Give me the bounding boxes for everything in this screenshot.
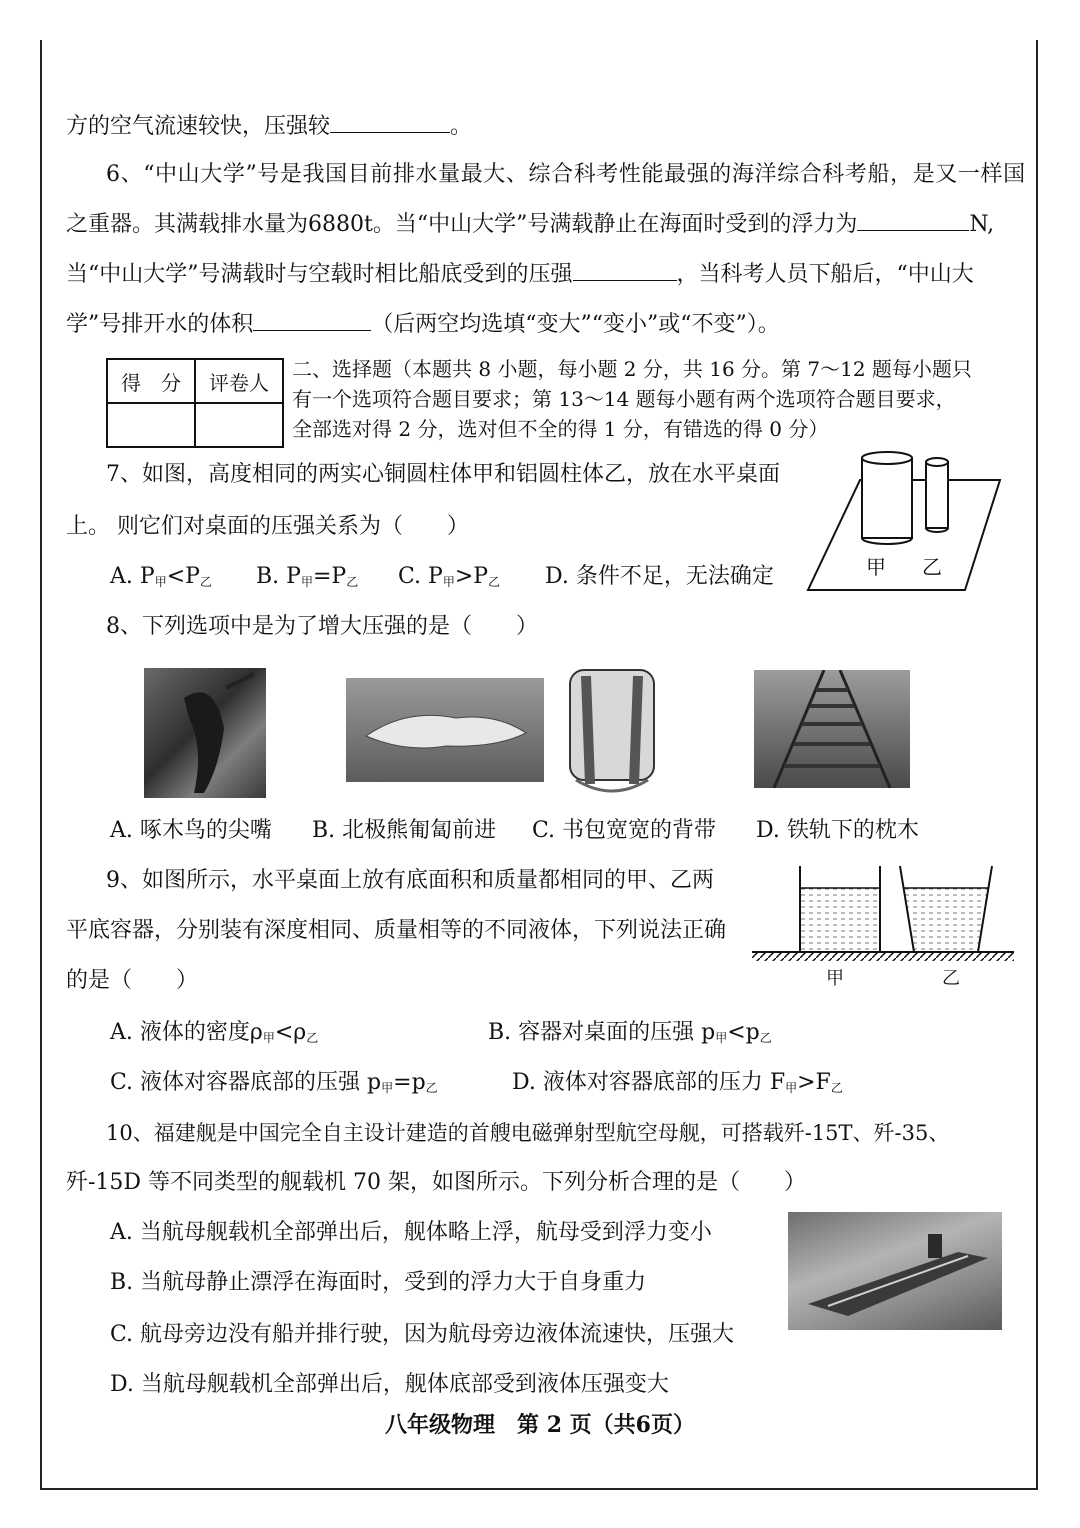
q7-b-sub1: 甲 (300, 575, 313, 589)
q6-blank-pressure[interactable] (573, 258, 677, 281)
q7-option-b[interactable] (256, 562, 358, 597)
cylinder-yi (926, 458, 948, 532)
score-header: 得 分 (107, 359, 195, 403)
q7-b-rel: =P (312, 564, 347, 589)
q7-line-1: 7、如图，高度相同的两实心铜圆柱体甲和铝圆柱体乙，放在水平桌面 (106, 462, 780, 487)
q7-c-rel: >P (454, 564, 489, 589)
q10-option-a[interactable]: A. 当航母舰载机全部弹出后，舰体略上浮，航母受到浮力变小 (110, 1220, 712, 1245)
q7-option-d[interactable]: D. 条件不足，无法确定 (545, 564, 774, 589)
woodpecker-photo (144, 668, 266, 798)
q9-option-b[interactable] (488, 1018, 772, 1053)
q9-option-d[interactable] (512, 1068, 843, 1103)
q9-c-sub1: 甲 (381, 1081, 394, 1095)
q9-line-2: 平底容器，分别装有深度相同、质量相等的不同液体，下列说法正确 (66, 918, 727, 943)
q8-option-d[interactable]: D. 铁轨下的枕木 (756, 818, 919, 843)
cylinder-jia (862, 452, 912, 544)
q10-line-1: 10、福建舰是中国完全自主设计建造的首艘电磁弹射型航空母舰，可搭载歼-15T、歼-35、 (106, 1121, 950, 1145)
q8-option-c[interactable]: C. 书包宽宽的背带 (532, 818, 717, 843)
q9-containers-figure (752, 862, 1018, 968)
q6-line-2 (66, 208, 994, 240)
grader-cell[interactable] (195, 403, 283, 447)
q9-line-3: 的是（ ） (66, 968, 199, 993)
q8-option-a[interactable]: A. 啄木鸟的尖嘴 (110, 818, 272, 843)
q9-line-1: 9、如图所示，水平桌面上放有底面积和质量都相同的甲、乙两 (106, 868, 714, 893)
q7-cylinders-figure (800, 450, 1010, 600)
section2-line-2: 有一个选项符合题目要求；第 13～14 题每小题有两个选项符合题目要求， (292, 387, 956, 411)
q7-b-sub2: 乙 (346, 575, 359, 589)
q5-tail-end: 。 (450, 114, 473, 139)
page-footer: 八年级物理 第 2 页（共6页） (385, 1412, 695, 1438)
q9-b-sub1: 甲 (715, 1031, 728, 1045)
q10-option-c[interactable]: C. 航母旁边没有船并排行驶，因为航母旁边液体流速快，压强大 (110, 1322, 735, 1347)
q9-d-sub2: 乙 (830, 1081, 843, 1095)
q5-blank[interactable] (330, 110, 450, 133)
q5-tail-text: 方的空气流速较快，压强较 (66, 114, 331, 139)
q8-option-b[interactable]: B. 北极熊匍匐前进 (312, 818, 497, 843)
aircraft-carrier-photo (788, 1212, 1002, 1330)
q10-option-d[interactable]: D. 当航母舰载机全部弹出后，舰体底部受到液体压强变大 (110, 1372, 669, 1397)
q9-b-text: B. 容器对桌面的压强 p (488, 1020, 716, 1045)
q7-a-rel: <P (166, 564, 200, 589)
q9-fig-label-yi: 乙 (942, 968, 960, 989)
polar-bear-photo (346, 678, 544, 782)
q6-line-2-text: 之重器。其满载排水量为6880t。当“中山大学”号满载静止在海面时受到的浮力为 (66, 212, 858, 237)
q6-line-4-text: 学”号排开水的体积 (66, 312, 254, 337)
q7-b-text: B. P (256, 564, 301, 589)
score-table (106, 358, 284, 448)
grader-header: 评卷人 (195, 359, 283, 403)
q9-fig-label-jia: 甲 (826, 968, 844, 989)
q6-line-4 (66, 308, 780, 340)
left-margin-line (40, 40, 42, 1490)
container-yi (900, 866, 992, 952)
q9-a-sub2: 乙 (306, 1031, 319, 1045)
q7-a-text: A. P (110, 564, 155, 589)
q9-c-sub2: 乙 (425, 1081, 438, 1095)
q8-stem: 8、下列选项中是为了增大压强的是（ ） (106, 614, 538, 639)
score-cell[interactable] (107, 403, 195, 447)
section2-line-3: 全部选对得 2 分，选对但不全的得 1 分，有错选的得 0 分） (292, 417, 829, 441)
q7-fig-label-yi: 乙 (922, 555, 942, 579)
right-margin-line (1036, 40, 1038, 1490)
q7-c-text: C. P (398, 564, 443, 589)
q9-b-rel: <p (727, 1020, 760, 1045)
container-jia (800, 866, 880, 952)
q9-d-rel: >F (797, 1070, 831, 1095)
q9-a-sub1: 甲 (262, 1031, 275, 1045)
q9-d-sub1: 甲 (785, 1081, 798, 1095)
q6-line-3-end: ，当科考人员下船后，“中山大 (676, 262, 974, 287)
q6-line-3-text: 当“中山大学”号满载时与空载时相比船底受到的压强 (66, 262, 573, 287)
q6-line-3 (66, 258, 974, 290)
q9-c-text: C. 液体对容器底部的压强 p (110, 1070, 382, 1095)
q7-line-2: 上。 则它们对桌面的压强关系为（ ） (66, 514, 469, 539)
q6-line-4-end: （后两空均选填“变大”“变小”或“不变”）。 (371, 312, 780, 337)
q9-a-rel: <ρ (274, 1020, 307, 1045)
q6-blank-volume[interactable] (253, 308, 371, 331)
q9-b-sub2: 乙 (759, 1031, 772, 1045)
q7-fig-label-jia: 甲 (866, 555, 886, 579)
q9-option-a[interactable] (110, 1018, 318, 1053)
q9-option-c[interactable] (110, 1068, 438, 1103)
bottom-margin-line (40, 1488, 1037, 1490)
q5-tail-line (66, 110, 472, 142)
q7-option-c[interactable] (398, 562, 500, 597)
q6-blank-buoyancy[interactable] (857, 208, 969, 231)
q6-line-1: 6、“中山大学”号是我国目前排水量最大、综合科考性能最强的海洋综合科考船，是又一样国 (106, 162, 1026, 187)
section2-line-1: 二、选择题（本题共 8 小题，每小题 2 分，共 16 分。第 7～12 题每小题只 (292, 357, 972, 381)
q7-c-sub1: 甲 (442, 575, 455, 589)
railway-sleepers-photo (754, 670, 910, 788)
q9-a-text: A. 液体的密度ρ (110, 1020, 263, 1045)
q6-unit: N, (969, 212, 995, 237)
backpack-photo (556, 656, 668, 802)
q9-c-rel: =p (393, 1070, 426, 1095)
q7-a-sub2: 乙 (199, 575, 212, 589)
q7-c-sub2: 乙 (488, 575, 501, 589)
q10-line-2: 歼-15D 等不同类型的舰载机 70 架，如图所示。下列分析合理的是（ ） (66, 1170, 807, 1195)
q9-d-text: D. 液体对容器底部的压力 F (512, 1070, 786, 1095)
q7-option-a[interactable] (110, 562, 212, 597)
q7-a-sub1: 甲 (154, 575, 167, 589)
q10-option-b[interactable]: B. 当航母静止漂浮在海面时，受到的浮力大于自身重力 (110, 1270, 647, 1295)
